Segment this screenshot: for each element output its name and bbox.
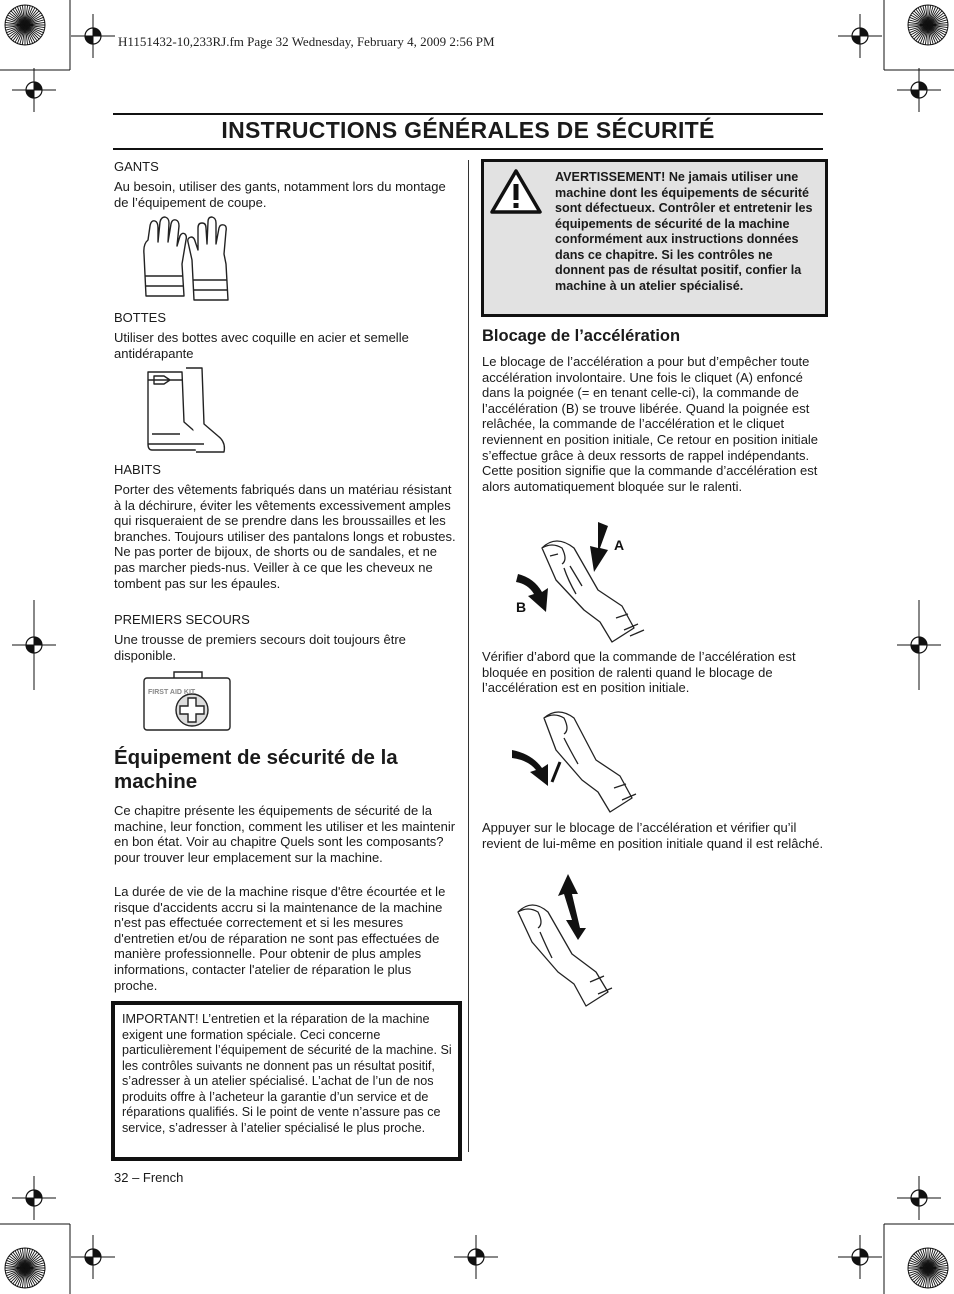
gants-text: Au besoin, utiliser des gants, notamment lors du montage de l’équipement de coupe. bbox=[114, 179, 446, 210]
first-aid-kit-icon bbox=[140, 670, 234, 732]
kit-label: FIRST AID KIT bbox=[148, 689, 196, 696]
important-text: IMPORTANT! L’entretien et la réparation de la machine exigent une formation spéciale. Ceci concerne particulièrement l’équipement de sécurité de la machine. Si les contrôles suivants ne donnent pas un résultat positif, s’adresser à un atelier spécialisé. L’achat de l’un de nos produits offre à l’acheteur la garantie d’un service et de réparations qualifiés. Si le point de vente n’assure pas ce service, s’adresser à l’atelier spécialisé le plus proche. bbox=[122, 1012, 452, 1135]
throttle-lockout-diagram-2 bbox=[508, 704, 658, 816]
blocage-para-2: Vérifier d’abord que la commande de l’accélération est bloquée en position de ralenti quand le blocage de l’accélération est en position initiale. bbox=[482, 649, 796, 696]
gloves-icon bbox=[140, 214, 235, 306]
habits-label: HABITS bbox=[114, 462, 161, 477]
section-para-1: Ce chapitre présente les équipements de sécurité de la machine, leur fonction, comment les utiliser et les maintenir en bon état. Voir au chapitre Quels sont les composants? pour trouver leur emplacement sur la machine. bbox=[114, 803, 456, 865]
column-divider bbox=[468, 160, 469, 1152]
label-b: B bbox=[516, 599, 527, 615]
bottes-label: BOTTES bbox=[114, 310, 167, 325]
page-title: INSTRUCTIONS GÉNÉRALES DE SÉCURITÉ bbox=[221, 117, 715, 143]
label-a: A bbox=[614, 537, 625, 553]
blocage-para-3: Appuyer sur le blocage de l’accélération et vérifier qu’il revient de lui-même en position initiale quand il est relâché. bbox=[482, 820, 824, 851]
habits-text: Porter des vêtements fabriqués dans un matériau résistant à la déchirure, éviter les vêtements excessivement amples qui risqueraient de se prendre dans les broussailles et les branches. Toujours utiliser des pantalons longs et robustes. Ne pas porter de bijoux, de shorts ou de sandales, et ne pas marcher pieds-nus. Veiller à ce que les cheveux ne tombent pas sur les épaules. bbox=[114, 482, 456, 591]
section-heading: Équipement de sécurité de la machine bbox=[114, 746, 398, 793]
warning-triangle-icon bbox=[490, 168, 542, 214]
bottes-text: Utiliser des bottes avec coquille en acier et semelle antidérapante bbox=[114, 330, 409, 361]
secours-text: Une trousse de premiers secours doit toujours être disponible. bbox=[114, 632, 406, 663]
file-header: H1151432-10,233RJ.fm Page 32 Wednesday, February 4, 2009 2:56 PM bbox=[118, 34, 495, 49]
subheading-blocage: Blocage de l’accélération bbox=[482, 327, 681, 345]
corner-rosette-bottom-right bbox=[0, 0, 1, 1]
secours-label: PREMIERS SECOURS bbox=[114, 612, 250, 627]
title-rule-bottom bbox=[113, 148, 823, 150]
warning-text: AVERTISSEMENT! Ne jamais utiliser une machine dont les équipements de sécurité sont défectueux. Contrôler et entretenir les équipements de sécurité de la machine conformément aux instructions données dans ce chapitre. Si les contrôles ne donnent pas de résultat positif, confier la machine à un atelier spécialisé. bbox=[555, 170, 813, 293]
page-footer: 32 – French bbox=[114, 1170, 184, 1185]
gants-label: GANTS bbox=[114, 159, 159, 174]
title-rule-top bbox=[113, 113, 823, 115]
section-para-2: La durée de vie de la machine risque d'être écourtée et le risque d'accidents accru si la maintenance de la machine n'est pas effectuée correctement et si les mesures d'entretien et/ou de réparation ne sont pas effectuées de manière professionnelle. Pour obtenir de plus amples informations, contacter l'atelier de réparation le plus proche. bbox=[114, 884, 446, 993]
blocage-para-1: Le blocage de l’accélération a pour but d’empêcher toute accélération involontaire. Une fois le cliquet (A) enfoncé dans la poignée (= en tenant celle-ci), la commande de l’accélération (B) se trouve libérée. Quand la poignée est relâchée, la commande de l’accélération et le cliquet reviennent en position initiale, Ce retour en position initiale s’effectue grâce à deux ressorts de rappel indépendants. Cette position signifie que la commande d’accélération est alors automatiquement bloquée sur le ralenti. bbox=[482, 354, 819, 494]
boots-icon bbox=[140, 366, 235, 456]
throttle-lockout-diagram-3 bbox=[510, 872, 640, 1008]
throttle-lockout-diagram-1 bbox=[512, 520, 662, 648]
